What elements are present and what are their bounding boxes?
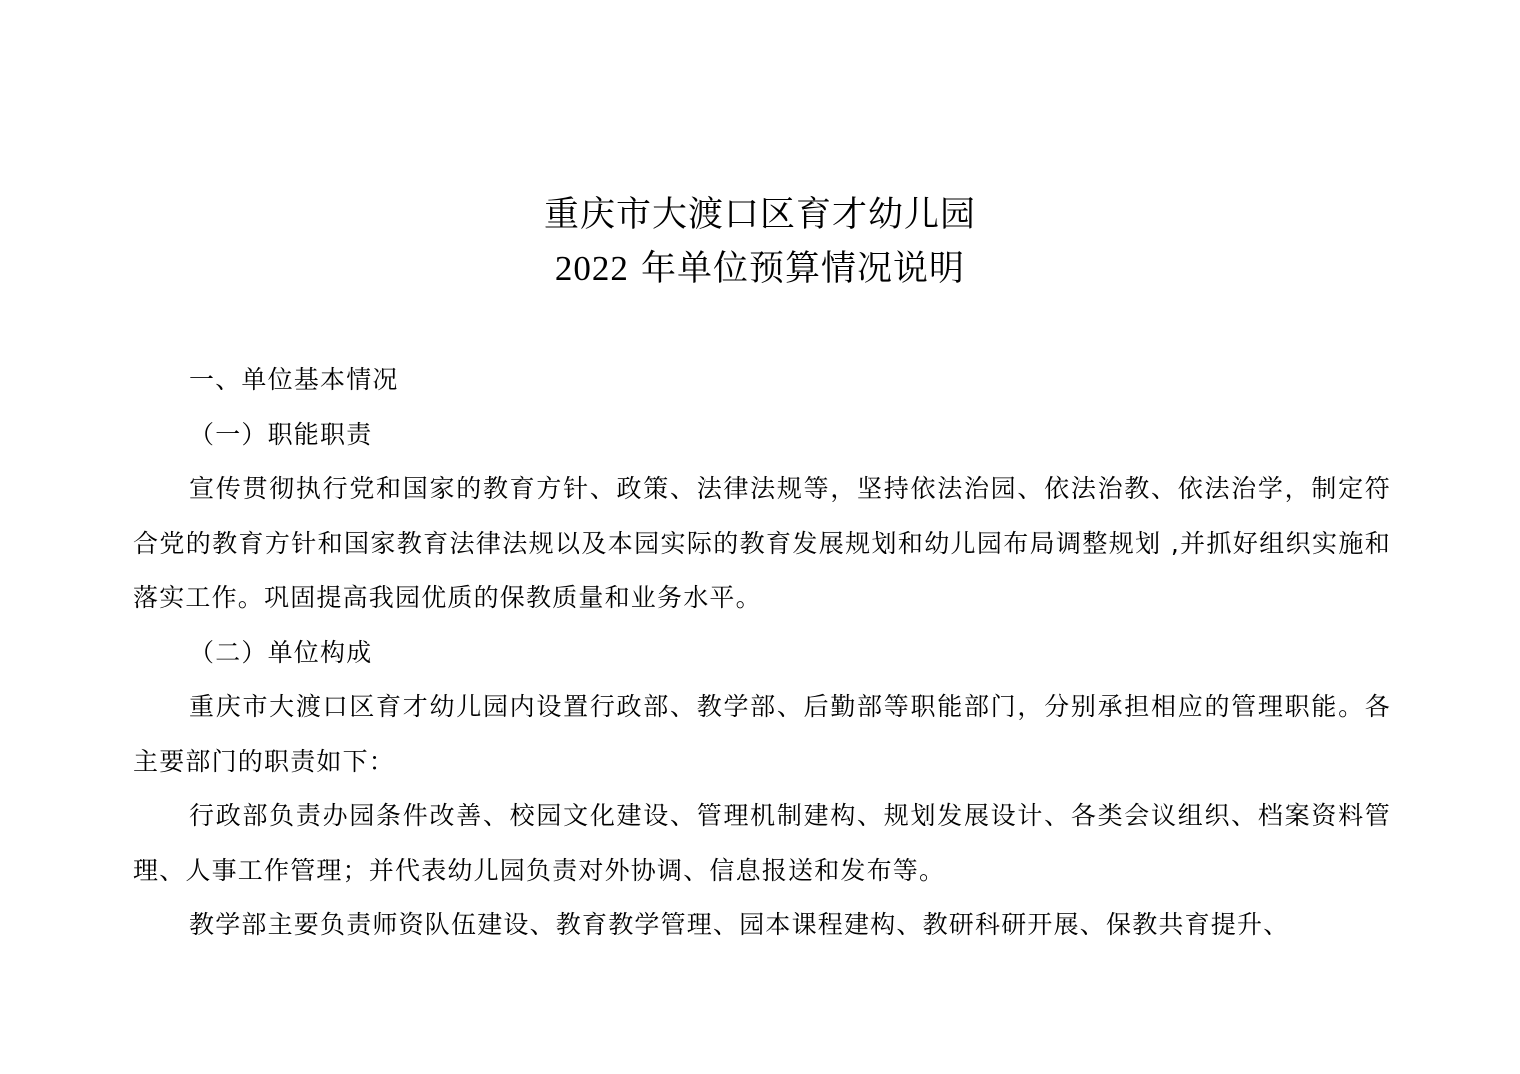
- subheading-composition: （二）单位构成: [189, 637, 373, 667]
- subheading-functions: （一）职能职责: [189, 419, 373, 449]
- title-line-2: [0, 242, 1520, 296]
- section-heading-basic-info: 一、单位基本情况: [189, 365, 399, 394]
- title-line-2-text: 年单位预算情况说明: [628, 249, 966, 289]
- title-year: 2022: [554, 249, 629, 288]
- paragraph-teaching-dept: 教学部主要负责师资队伍建设、教育教学管理、园本课程建构、教研科研开展、保教共育提升、: [189, 910, 1290, 939]
- title-line-1: 重庆市大渡口区育才幼儿园: [543, 195, 976, 235]
- paragraph-composition: 重庆市大渡口区育才幼儿园内设置行政部、教学部、后勤部等职能部门，分别承担相应的管理职能。各主要部门的职责如下：: [133, 692, 1391, 776]
- paragraph-functions: 宣传贯彻执行党和国家的教育方针、政策、法律法规等，坚持依法治园、依法治教、依法治学，制定符合党的教育方针和国家教育法律法规以及本园实际的教育发展规划和幼儿园布局调整规划 ,并抓好组织实施和落实工作。巩固提高我园优质的保教质量和业务水平。: [133, 474, 1391, 612]
- paragraph-admin-dept: 行政部负责办园条件改善、校园文化建设、管理机制建构、规划发展设计、各类会议组织、档案资料管理、人事工作管理；并代表幼儿园负责对外协调、信息报送和发布等。: [133, 801, 1391, 885]
- document-title: [0, 188, 1520, 296]
- document-body: [133, 353, 1391, 953]
